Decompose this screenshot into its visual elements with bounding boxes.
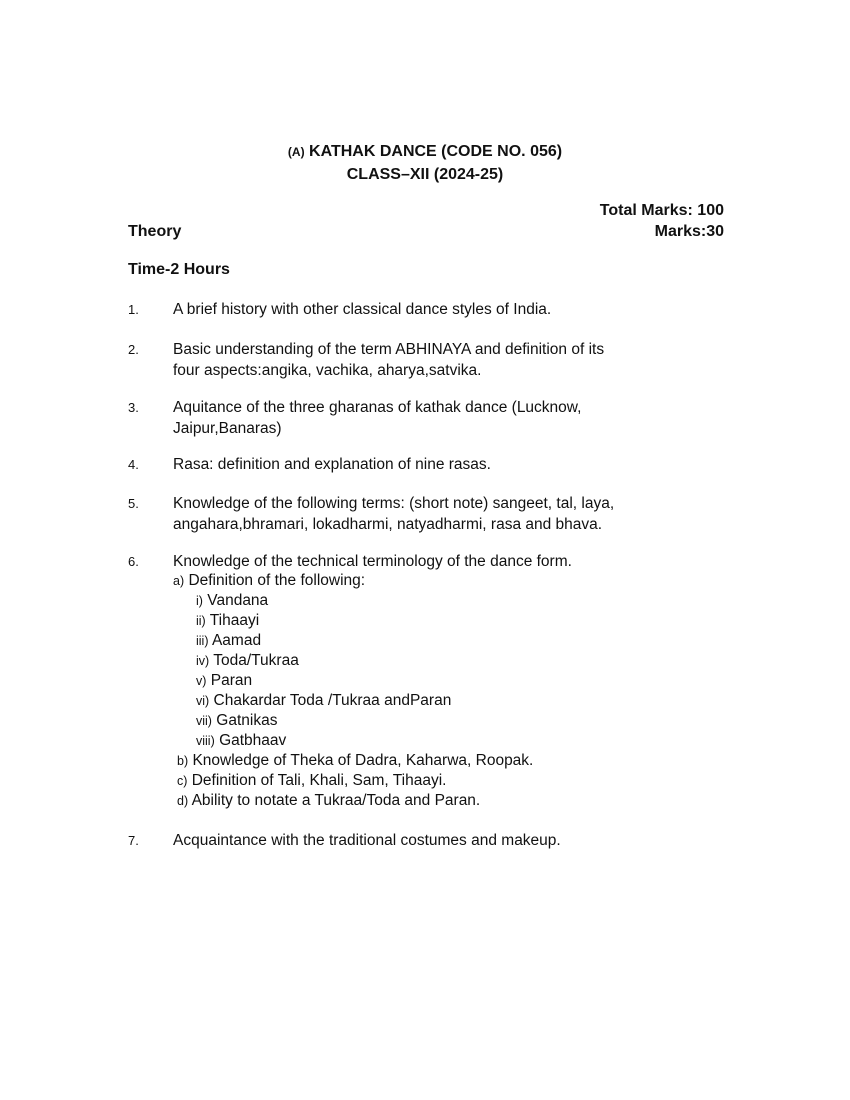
item-number: 3. [128,400,139,415]
roman-text: Gatbhaav [219,732,287,749]
sub-marker: a) [173,574,185,588]
sub-text: Knowledge of Theka of Dadra, Kaharwa, Roopak. [192,752,534,769]
title-text: KATHAK DANCE (CODE NO. 056) [309,143,563,160]
time-line: Time-2 Hours [128,261,230,278]
item-number: 7. [128,833,139,848]
roman-marker: iv) [196,654,210,668]
roman-marker: ii) [196,614,206,628]
roman-item [196,731,286,751]
item-text: Knowledge of the technical terminology of the dance form. [173,553,572,570]
sub-item-b [177,751,533,771]
item-text: Rasa: definition and explanation of nine rasas. [173,456,491,473]
sub-text: Definition of Tali, Khali, Sam, Tihaayi. [191,772,447,789]
item-number: 2. [128,342,139,357]
class-line: CLASS–XII (2024-25) [346,166,504,183]
sub-item-c [177,771,446,791]
roman-item [196,711,277,731]
roman-marker: i) [196,594,203,608]
roman-text: Aamad [211,632,262,649]
item-text: Basic understanding of the term ABHINAYA and definition of its [173,341,605,358]
sub-item-a [173,571,365,591]
sub-marker: b) [177,754,189,768]
title-prefix: (A) [287,145,305,159]
roman-item [196,591,268,611]
roman-marker: vi) [196,694,210,708]
sub-marker: c) [177,774,188,788]
roman-marker: v) [196,674,207,688]
sub-text: Definition of the following: [188,572,366,589]
sub-text: Ability to notate a Tukraa/Toda and Paran. [191,792,481,809]
roman-item [196,671,252,691]
roman-text: Chakardar Toda /Tukraa andParan [213,692,452,709]
total-marks: Total Marks: 100 [599,202,724,219]
roman-text: Tihaayi [209,612,260,629]
roman-marker: viii) [196,734,215,748]
document-title [0,143,850,161]
item-number: 1. [128,302,139,317]
roman-marker: iii) [196,634,209,648]
item-text: Jaipur,Banaras) [173,420,282,437]
roman-text: Paran [210,672,253,689]
roman-item [196,691,451,711]
sub-marker: d) [177,794,189,808]
roman-item [196,631,261,651]
roman-item [196,651,299,671]
roman-marker: vii) [196,714,212,728]
section-marks: Marks:30 [654,223,724,240]
item-number: 6. [128,554,139,569]
roman-text: Gatnikas [216,712,278,729]
roman-item [196,611,259,631]
item-text: four aspects:angika, vachika, aharya,satvika. [173,362,482,379]
item-text: A brief history with other classical dance styles of India. [173,301,552,318]
item-text: Acquaintance with the traditional costumes and makeup. [173,832,561,849]
item-text: angahara,bhramari, lokadharmi, natyadharmi, rasa and bhava. [173,516,603,533]
roman-text: Toda/Tukraa [213,652,299,669]
sub-item-d [177,791,480,811]
section-label: Theory [128,223,182,240]
item-text: Knowledge of the following terms: (short note) sangeet, tal, laya, [173,495,615,512]
item-number: 4. [128,457,139,472]
item-text: Aquitance of the three gharanas of kathak dance (Lucknow, [173,399,582,416]
roman-text: Vandana [207,592,269,609]
item-number: 5. [128,496,139,511]
